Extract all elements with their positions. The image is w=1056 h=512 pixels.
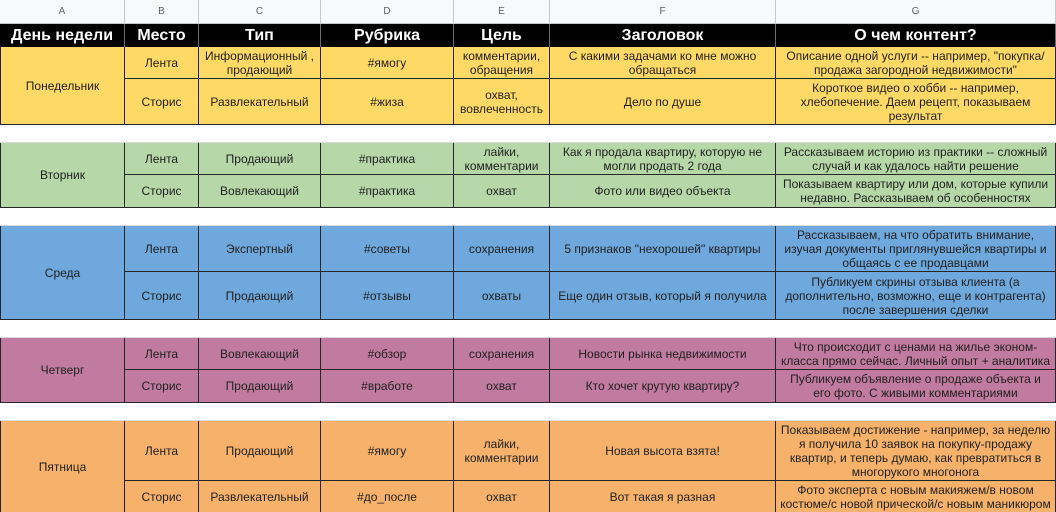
goal-cell[interactable]: комментарии, обращения [454, 47, 550, 79]
rubric-cell[interactable]: #советы [321, 226, 454, 272]
type-cell[interactable]: Вовлекающий [199, 175, 321, 208]
column-header-g[interactable]: G [776, 0, 1056, 24]
rubric-cell[interactable]: #отзывы [321, 272, 454, 320]
header-title[interactable]: Заголовок [550, 24, 776, 47]
content-cell[interactable]: Рассказываем историю из практики -- сложный случай и как удалось найти решение [776, 143, 1056, 175]
place-cell[interactable]: Лента [125, 47, 199, 79]
type-cell[interactable]: Продающий [199, 421, 321, 481]
goal-cell[interactable]: сохранения [454, 338, 550, 370]
rubric-cell[interactable]: #вработе [321, 370, 454, 403]
type-cell[interactable]: Продающий [199, 272, 321, 320]
rubric-cell[interactable]: #практика [321, 143, 454, 175]
title-cell[interactable]: Фото или видео объекта [550, 175, 776, 208]
type-cell[interactable]: Развлекательный [199, 79, 321, 125]
day-cell-friday[interactable]: Пятница [0, 421, 125, 512]
content-cell[interactable]: Рассказываем, на что обратить внимание, изучая документы приглянувшейся квартиры и общаясь с ее продавцами [776, 226, 1056, 272]
place-cell[interactable]: Сторис [125, 370, 199, 403]
goal-cell[interactable]: лайки, комментарии [454, 143, 550, 175]
rubric-cell[interactable]: #ямогу [321, 421, 454, 481]
place-cell[interactable]: Сторис [125, 175, 199, 208]
header-goal[interactable]: Цель [454, 24, 550, 47]
goal-cell[interactable]: охват [454, 370, 550, 403]
header-content[interactable]: О чем контент? [776, 24, 1056, 47]
goal-cell[interactable]: охват [454, 481, 550, 512]
day-cell-thursday[interactable]: Четверг [0, 338, 125, 403]
title-cell[interactable]: Новости рынка недвижимости [550, 338, 776, 370]
spacer-row[interactable] [0, 125, 1056, 143]
content-cell[interactable]: Что происходит с ценами на жилье эконом-класса прямо сейчас. Личный опыт + аналитика [776, 338, 1056, 370]
title-cell[interactable]: Дело по душе [550, 79, 776, 125]
content-cell[interactable]: Публикуем скрины отзыва клиента (а дополнительно, возможно, еще и контрагента) после завершения сделки [776, 272, 1056, 320]
rubric-cell[interactable]: #практика [321, 175, 454, 208]
place-cell[interactable]: Сторис [125, 79, 199, 125]
header-day[interactable]: День недели [0, 24, 125, 47]
title-cell[interactable]: Новая высота взята! [550, 421, 776, 481]
content-cell[interactable]: Фото эксперта с новым макияжем/в новом костюме/с новой прической/с новым маникюром [776, 481, 1056, 512]
content-cell[interactable]: Публикуем объявление о продаже объекта и его фото. С живыми комментариями [776, 370, 1056, 403]
type-cell[interactable]: Экспертный [199, 226, 321, 272]
place-cell[interactable]: Лента [125, 143, 199, 175]
column-header-a[interactable]: A [0, 0, 125, 24]
rubric-cell[interactable]: #жиза [321, 79, 454, 125]
title-cell[interactable]: 5 признаков "нехорошей" квартиры [550, 226, 776, 272]
column-header-b[interactable]: B [125, 0, 199, 24]
place-cell[interactable]: Сторис [125, 272, 199, 320]
type-cell[interactable]: Продающий [199, 143, 321, 175]
goal-cell[interactable]: лайки, комментарии [454, 421, 550, 481]
place-cell[interactable]: Лента [125, 338, 199, 370]
day-cell-tuesday[interactable]: Вторник [0, 143, 125, 208]
content-cell[interactable]: Показываем квартиру или дом, которые купили недавно. Рассказываем об особенностях [776, 175, 1056, 208]
content-cell[interactable]: Показываем достижение - например, за неделю я получила 10 заявок на покупку-продажу квартир, и теперь думаю, как превратиться в многорукого многонога [776, 421, 1056, 481]
spacer-row[interactable] [0, 208, 1056, 226]
day-cell-monday[interactable]: Понедельник [0, 47, 125, 125]
column-header-c[interactable]: C [199, 0, 321, 24]
title-cell[interactable]: С какими задачами ко мне можно обращаться [550, 47, 776, 79]
content-cell[interactable]: Короткое видео о хобби -- например, хлебопечение. Даем рецепт, показываем результат [776, 79, 1056, 125]
goal-cell[interactable]: охват, вовлеченность [454, 79, 550, 125]
day-cell-wednesday[interactable]: Среда [0, 226, 125, 320]
column-header-f[interactable]: F [550, 0, 776, 24]
title-cell[interactable]: Кто хочет крутую квартиру? [550, 370, 776, 403]
rubric-cell[interactable]: #до_после [321, 481, 454, 512]
spacer-row[interactable] [0, 403, 1056, 421]
goal-cell[interactable]: охват [454, 175, 550, 208]
header-rubric[interactable]: Рубрика [321, 24, 454, 47]
header-place[interactable]: Место [125, 24, 199, 47]
type-cell[interactable]: Информационный , продающий [199, 47, 321, 79]
place-cell[interactable]: Лента [125, 421, 199, 481]
column-header-e[interactable]: E [454, 0, 550, 24]
goal-cell[interactable]: охваты [454, 272, 550, 320]
place-cell[interactable]: Лента [125, 226, 199, 272]
rubric-cell[interactable]: #ямогу [321, 47, 454, 79]
rubric-cell[interactable]: #обзор [321, 338, 454, 370]
type-cell[interactable]: Развлекательный [199, 481, 321, 512]
spacer-row[interactable] [0, 320, 1056, 338]
title-cell[interactable]: Как я продала квартиру, которую не могли продать 2 года [550, 143, 776, 175]
title-cell[interactable]: Вот такая я разная [550, 481, 776, 512]
goal-cell[interactable]: сохранения [454, 226, 550, 272]
column-header-d[interactable]: D [321, 0, 454, 24]
content-cell[interactable]: Описание одной услуги -- например, "покупка/продажа загородной недвижимости" [776, 47, 1056, 79]
title-cell[interactable]: Еще один отзыв, который я получила [550, 272, 776, 320]
type-cell[interactable]: Продающий [199, 370, 321, 403]
type-cell[interactable]: Вовлекающий [199, 338, 321, 370]
place-cell[interactable]: Сторис [125, 481, 199, 512]
header-type[interactable]: Тип [199, 24, 321, 47]
